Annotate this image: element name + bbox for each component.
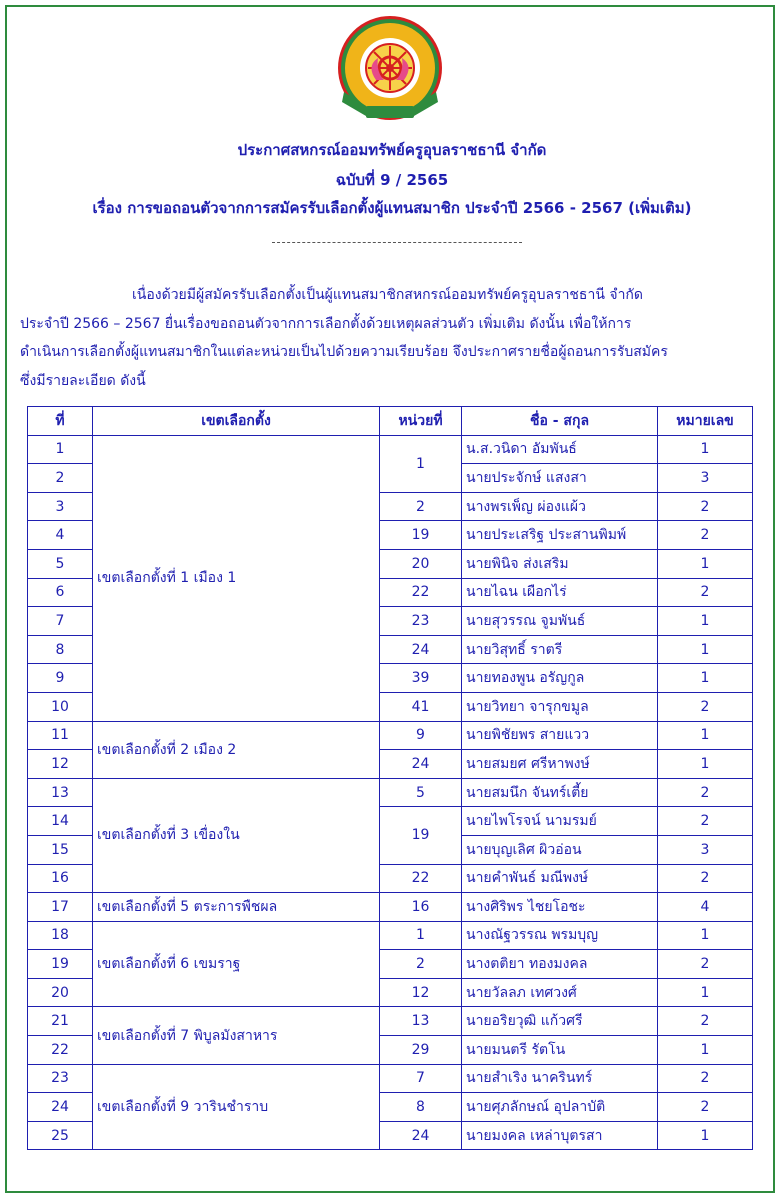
row-no: 17: [28, 893, 93, 922]
row-district: เขตเลือกตั้งที่ 3 เขื่องใน: [93, 778, 380, 892]
body-paragraph-line: ซึ่งมีรายละเอียด ดังนี้: [20, 373, 146, 389]
row-name: น.ส.วนิดา อัมพันธ์: [462, 435, 658, 464]
row-unit: 2: [380, 492, 462, 521]
row-number: 2: [658, 950, 753, 979]
row-no: 3: [28, 492, 93, 521]
row-unit: 23: [380, 607, 462, 636]
row-no: 10: [28, 692, 93, 721]
row-name: นายประจักษ์ แสงสา: [462, 464, 658, 493]
row-unit: 1: [380, 435, 462, 492]
cooperative-logo: [336, 14, 444, 126]
row-number: 2: [658, 492, 753, 521]
table-header-row: [28, 407, 753, 436]
table-row: [28, 1064, 753, 1093]
row-number: 1: [658, 635, 753, 664]
row-no: 9: [28, 664, 93, 693]
row-no: 11: [28, 721, 93, 750]
row-unit: 41: [380, 692, 462, 721]
header-unit: หน่วยที่: [380, 407, 462, 436]
row-name: นายพินิจ ส่งเสริม: [462, 549, 658, 578]
row-unit: 1: [380, 921, 462, 950]
row-name: นายวัลลภ เทศวงศ์: [462, 978, 658, 1007]
row-unit: 19: [380, 521, 462, 550]
table-row: [28, 778, 753, 807]
row-number: 1: [658, 1121, 753, 1150]
row-unit: 39: [380, 664, 462, 693]
withdrawal-table: [27, 406, 753, 1150]
row-unit: 12: [380, 978, 462, 1007]
row-unit: 20: [380, 549, 462, 578]
row-no: 12: [28, 750, 93, 779]
row-unit: 7: [380, 1064, 462, 1093]
row-no: 22: [28, 1036, 93, 1065]
row-unit: 24: [380, 635, 462, 664]
table-row: [28, 921, 753, 950]
row-no: 19: [28, 950, 93, 979]
row-unit: 19: [380, 807, 462, 864]
row-name: นายบุญเลิศ ผิวอ่อน: [462, 835, 658, 864]
row-unit: 13: [380, 1007, 462, 1036]
row-no: 7: [28, 607, 93, 636]
row-unit: 5: [380, 778, 462, 807]
row-number: 1: [658, 607, 753, 636]
separator-line: [272, 242, 522, 243]
body-paragraph-line: ดำเนินการเลือกตั้งผู้แทนสมาชิกในแต่ละหน่วยเป็นไปด้วยความเรียบร้อย จึงประกาศรายชื่อผู้ถอนการรับสมัคร: [20, 344, 668, 360]
row-unit: 22: [380, 578, 462, 607]
announcement-subject: เรื่อง การขอถอนตัวจากการสมัครรับเลือกตั้งผู้แทนสมาชิก ประจำปี 2566 - 2567 (เพิ่มเติม): [92, 199, 692, 217]
row-number: 1: [658, 1036, 753, 1065]
row-no: 6: [28, 578, 93, 607]
announcement-title: ประกาศสหกรณ์ออมทรัพย์ครูอุบลราชธานี จำกัด: [237, 141, 547, 159]
row-number: 2: [658, 778, 753, 807]
row-no: 25: [28, 1121, 93, 1150]
header-district: เขตเลือกตั้ง: [93, 407, 380, 436]
row-name: นางพรเพ็ญ ผ่องแผ้ว: [462, 492, 658, 521]
row-district: เขตเลือกตั้งที่ 1 เมือง 1: [93, 435, 380, 721]
header-no: ที่: [28, 407, 93, 436]
row-no: 5: [28, 549, 93, 578]
row-name: นายวิทยา จารุกขมูล: [462, 692, 658, 721]
body-paragraph-line: เนื่องด้วยมีผู้สมัครรับเลือกตั้งเป็นผู้แทนสมาชิกสหกรณ์ออมทรัพย์ครูอุบลราชธานี จำกัด: [132, 287, 643, 303]
row-no: 8: [28, 635, 93, 664]
header-number: หมายเลข: [658, 407, 753, 436]
table-row: [28, 893, 753, 922]
row-number: 1: [658, 921, 753, 950]
row-name: นายสุวรรณ จูมพันธ์: [462, 607, 658, 636]
row-number: 1: [658, 549, 753, 578]
row-no: 13: [28, 778, 93, 807]
row-number: 2: [658, 1007, 753, 1036]
row-unit: 16: [380, 893, 462, 922]
table-row: [28, 435, 753, 464]
row-number: 1: [658, 721, 753, 750]
row-name: นายอริยวุฒิ แก้วศรี: [462, 1007, 658, 1036]
row-number: 1: [658, 978, 753, 1007]
row-unit: 22: [380, 864, 462, 893]
row-unit: 8: [380, 1093, 462, 1122]
row-name: นายศุภลักษณ์ อุปลาบัติ: [462, 1093, 658, 1122]
row-name: นางณัฐวรรณ พรมบุญ: [462, 921, 658, 950]
announcement-number: ฉบับที่ 9 / 2565: [335, 171, 449, 189]
row-no: 2: [28, 464, 93, 493]
row-number: 2: [658, 521, 753, 550]
row-unit: 2: [380, 950, 462, 979]
row-name: นายวิสุทธิ์ ราตรี: [462, 635, 658, 664]
row-number: 2: [658, 578, 753, 607]
row-name: นายไพโรจน์ นามรมย์: [462, 807, 658, 836]
row-unit: 29: [380, 1036, 462, 1065]
row-unit: 9: [380, 721, 462, 750]
row-name: นางตติยา ทองมงคล: [462, 950, 658, 979]
row-name: นายมนตรี รัตโน: [462, 1036, 658, 1065]
row-name: นายประเสริฐ ประสานพิมพ์: [462, 521, 658, 550]
row-no: 14: [28, 807, 93, 836]
row-number: 2: [658, 864, 753, 893]
row-name: นายคำพันธ์ มณีพงษ์: [462, 864, 658, 893]
row-number: 1: [658, 750, 753, 779]
row-number: 4: [658, 893, 753, 922]
row-name: นายทองพูน อรัญกูล: [462, 664, 658, 693]
row-no: 18: [28, 921, 93, 950]
row-number: 3: [658, 835, 753, 864]
body-paragraph-line: ประจำปี 2566 – 2567 ยื่นเรื่องขอถอนตัวจากการเลือกตั้งด้วยเหตุผลส่วนตัว เพิ่มเติม ดังนั้น เพื่อให้การ: [20, 316, 632, 332]
row-district: เขตเลือกตั้งที่ 6 เขมราฐ: [93, 921, 380, 1007]
row-no: 15: [28, 835, 93, 864]
row-name: นายสมยศ ศรีหาพงษ์: [462, 750, 658, 779]
row-number: 3: [658, 464, 753, 493]
row-district: เขตเลือกตั้งที่ 9 วารินชำราบ: [93, 1064, 380, 1150]
row-unit: 24: [380, 1121, 462, 1150]
row-district: เขตเลือกตั้งที่ 2 เมือง 2: [93, 721, 380, 778]
row-no: 1: [28, 435, 93, 464]
row-number: 2: [658, 1064, 753, 1093]
table-row: [28, 1007, 753, 1036]
row-name: นายพิชัยพร สายแวว: [462, 721, 658, 750]
row-number: 1: [658, 435, 753, 464]
row-name: นางศิริพร ไชยโอชะ: [462, 893, 658, 922]
row-number: 1: [658, 664, 753, 693]
row-district: เขตเลือกตั้งที่ 7 พิบูลมังสาหาร: [93, 1007, 380, 1064]
row-name: นายสำเริง นาครินทร์: [462, 1064, 658, 1093]
row-number: 2: [658, 1093, 753, 1122]
table-row: [28, 721, 753, 750]
header-name: ชื่อ - สกุล: [462, 407, 658, 436]
row-no: 23: [28, 1064, 93, 1093]
row-no: 4: [28, 521, 93, 550]
row-name: นายสมนึก จันทร์เตี้ย: [462, 778, 658, 807]
row-number: 2: [658, 692, 753, 721]
row-district: เขตเลือกตั้งที่ 5 ตระการพืชผล: [93, 893, 380, 922]
row-unit: 24: [380, 750, 462, 779]
row-name: นายไฉน เผือกไร่: [462, 578, 658, 607]
row-name: นายมงคล เหล่าบุตรสา: [462, 1121, 658, 1150]
row-number: 2: [658, 807, 753, 836]
row-no: 21: [28, 1007, 93, 1036]
row-no: 24: [28, 1093, 93, 1122]
row-no: 16: [28, 864, 93, 893]
row-no: 20: [28, 978, 93, 1007]
